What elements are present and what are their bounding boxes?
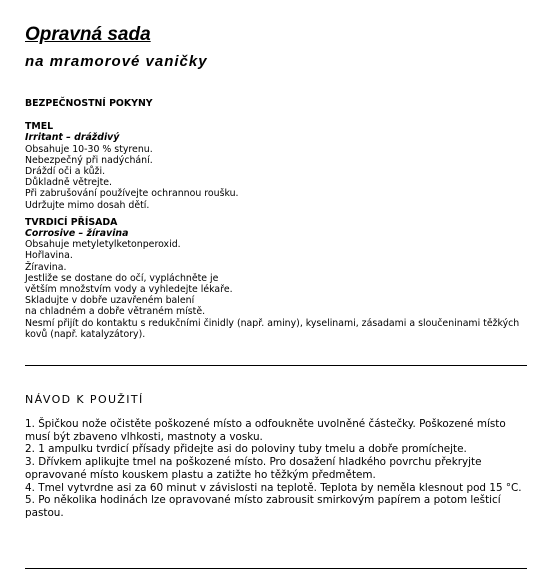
instruction-step: 5. Po několika hodinách lze opravované místo zabrousit smirkovým papírem a potom lešticí pastou. [25,494,501,519]
instruction-step: 4. Tmel vytvrdne asi za 60 minut v závislosti na teplotě. Teplota by neměla klesnout pod 15 °C. [25,481,522,494]
tmel-block [25,121,530,211]
tmel-line: Dráždí oči a kůži. [25,166,106,178]
safety-heading: BEZPEČNOSTNÍ POKYNY [25,98,153,109]
hardener-line: Jestliže se dostane do očí, vypláchněte je [25,272,219,284]
hardener-line: Hořlavina. [25,250,73,262]
instruction-step: 1. Špičkou nože očistěte poškozené místo a odfoukněte uvolněné částečky. Poškozené místo musí být zbaveno vlhkosti, mastnoty a vosku. [25,418,506,443]
hardener-line: Obsahuje metyletylketonperoxid. [25,239,181,251]
document-subtitle: na mramorové vaničky [25,53,208,70]
instructions-heading: NÁVOD K POUŽITÍ [25,393,144,406]
safety-section [25,98,530,346]
hardener-heading: TVRDICÍ PŘÍSADA [25,216,118,228]
tmel-line: Nebezpečný při nadýchání. [25,154,153,166]
tmel-line: Obsahuje 10-30 % styrenu. [25,143,153,155]
tmel-heading: TMEL [25,121,54,133]
hardener-line: Žíravina. [25,261,67,273]
hardener-line: Skladujte v dobře uzavřeném balení [25,295,195,307]
tmel-hazard-label: Irritant – dráždivý [25,132,120,144]
tmel-line: Udržujte mimo dosah dětí. [25,199,150,211]
hardener-line: na chladném a dobře větraném místě. [25,306,206,318]
hardener-line: Nesmí přijít do kontaktu s redukčními činidly (např. aminy), kyselinami, zásadami a sloučeninami těžkých kovů (např. katalyzátory). [25,317,520,340]
instruction-step: 2. 1 ampulku tvrdicí přísady přidejte asi do poloviny tuby tmelu a dobře promíchejte. [25,443,467,456]
document-title: Opravná sada [25,24,151,45]
tmel-line: Při zabrušování používejte ochrannou roušku. [25,188,239,200]
hardener-line: větším množstvím vody a vyhledejte lékaře. [25,284,233,296]
bottom-divider [25,568,527,569]
hardener-block [25,217,530,340]
tmel-line: Důkladně větrejte. [25,177,113,189]
hardener-hazard-label: Corrosive – žíravina [25,228,129,240]
section-divider [25,365,527,366]
instructions-list [25,418,530,520]
instruction-step: 3. Dřívkem aplikujte tmel na poškozené místo. Pro dosažení hladkého povrchu překryjte opravované místo kouskem plastu a zatižte ho těžkým předmětem. [25,456,482,481]
